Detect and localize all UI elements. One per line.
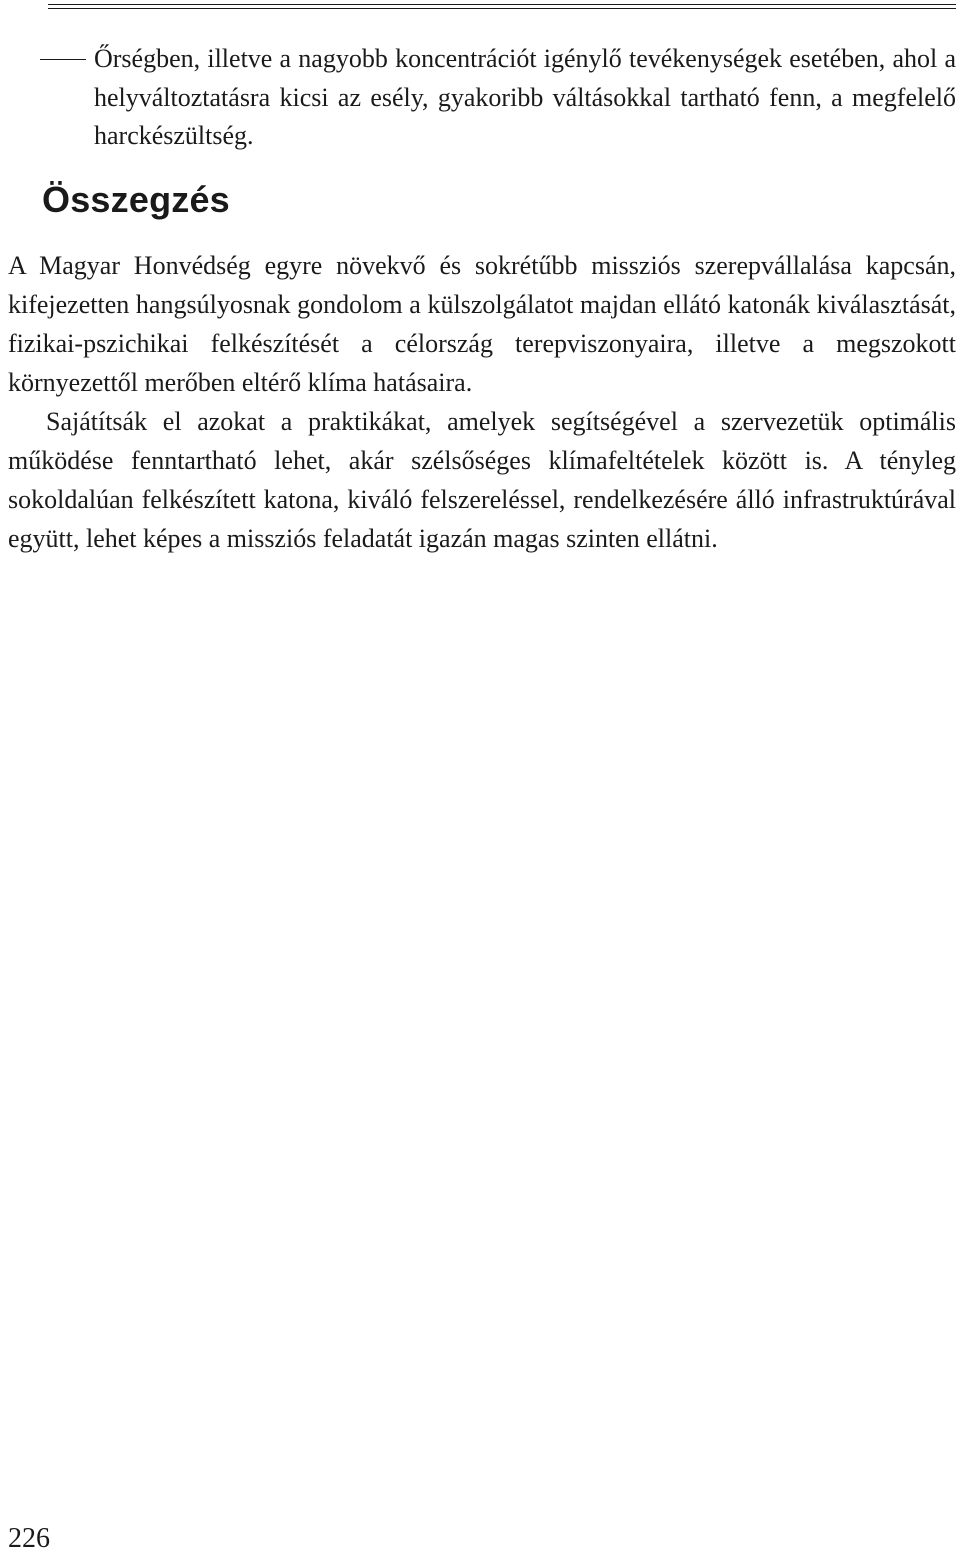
section-heading: Összegzés: [42, 178, 230, 220]
em-dash-bullet: [40, 59, 86, 60]
paragraph-1: A Magyar Honvédség egyre növekvő és sokrétűbb missziós szerepvállalása kapcsán, kifejezetten hangsúlyosnak gondolom a külszolgálatot majdan ellátó katonák kiválasztását, fizikai-pszichikai felkészítését a célország terepviszonyaira, illetve a megszokott környezettől merőben eltérő klíma hatásaira.: [8, 250, 956, 397]
bullet-text: Őrségben, illetve a nagyobb koncentrációt igénylő tevékenységek esetében, ahol a helyváltoztatásra kicsi az esély, gyakoribb váltásokkal tartható fenn, a megfelelő harckészültség.: [94, 44, 956, 150]
paragraph-2: Sajátítsák el azokat a praktikákat, amelyek segítségével a szervezetük optimális működése fenntartható lehet, akár szélsőséges klímafeltételek között is. A tényleg sokoldalúan felkészített katona, kiváló felszereléssel, rendelkezésére álló infrastruktúrával együtt, lehet képes a missziós feladatát igazán magas szinten ellátni.: [8, 406, 956, 553]
page-number: 226: [8, 1523, 50, 1554]
page-content: [8, 40, 956, 558]
bullet-item: [8, 40, 956, 156]
top-rule: [48, 4, 956, 9]
